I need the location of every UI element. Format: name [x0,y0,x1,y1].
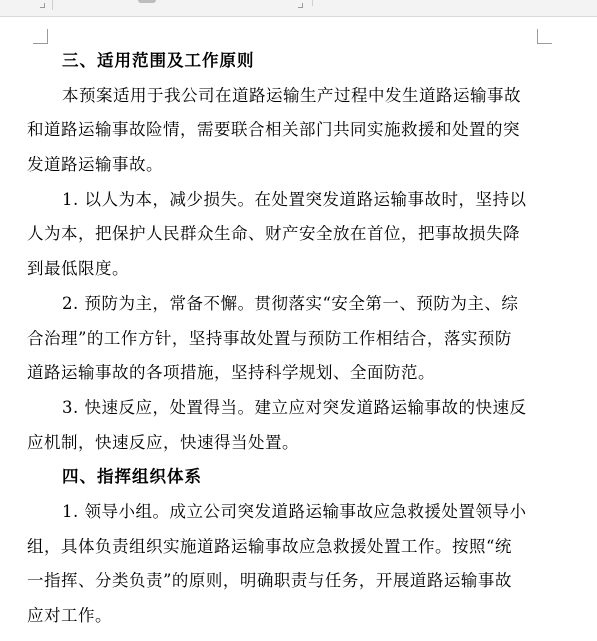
section-heading: 三、适用范围及工作原则 [62,51,255,70]
paragraph-line: 1. 以人为本，减少损失。在处置突发道路运输事故时，坚持以 [62,189,527,209]
paragraph-line: 组，具体负责组织实施道路运输事故应急救援处置工作。按照“统 [27,536,512,556]
paragraph-line: 2. 预防为主，常备不懈。贯彻落实“安全第一、预防为主、综 [62,293,519,313]
page-margin-corner-right [537,29,552,44]
ruler-segment [312,0,597,6]
document-ruler-bar [0,0,597,17]
paragraph-line: 发道路运输事故。 [27,155,163,175]
paragraph-line: 应对工作。 [27,606,112,625]
paragraph-line: 应机制，快速反应，快速得当处置。 [27,432,299,452]
paragraph-line: 一指挥、分类负责”的原则，明确职责与任务，开展道路运输事故 [27,571,512,591]
paragraph-line: 本预案适用于我公司在道路运输生产过程中发生道路运输事故 [62,85,521,105]
paragraph-line: 和道路运输事故险情，需要联合相关部门共同实施救援和处置的突 [27,120,520,140]
paragraph-line: 道路运输事故的各项措施，坚持科学规划、全面防范。 [27,363,435,383]
tab-stop-marker[interactable] [40,3,45,8]
section-heading: 四、指挥组织体系 [62,467,202,487]
document-page-body[interactable] [27,44,557,634]
tab-stop-marker[interactable] [298,3,303,8]
paragraph-line: 到最低限度。 [27,259,129,279]
paragraph-line: 3. 快速反应，处置得当。建立应对突发道路运输事故的快速反 [62,397,527,417]
paragraph-line: 合治理”的工作方针，坚持事故处置与预防工作相结合，落实预防 [27,328,512,348]
paragraph-line: 人为本，把保护人民群众生命、财产安全放在首位，把事故损失降 [27,224,520,244]
ruler-segment [0,0,53,10]
page-margin-corner-left [33,29,48,44]
paragraph-line: 1. 领导小组。成立公司突发道路运输事故应急救援处置领导小 [62,501,527,521]
ruler-indent-marker[interactable] [138,0,156,3]
